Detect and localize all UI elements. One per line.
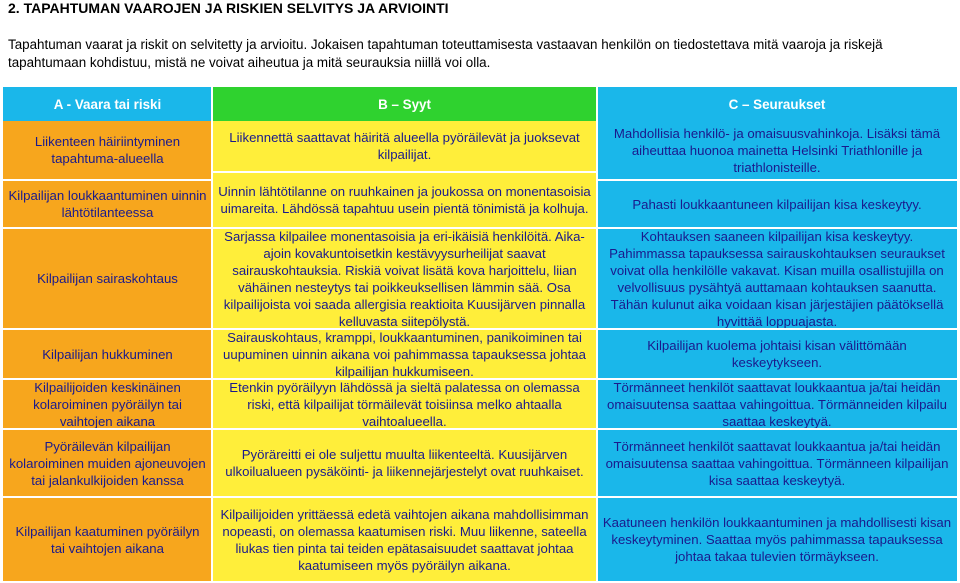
cause-cell: Uinnin lähtötilanne on ruuhkainen ja joukossa on monentasoisia uimareita. Lähdössä tapahtuu usein pientä tönimistä ja kolhuja. xyxy=(212,171,597,227)
section-intro: Tapahtuman vaarat ja riskit on selvitetty ja arvioitu. Jokaisen tapahtuman toteuttamisesta vastaavan henkilön on tiedostettava mitä vaaroja ja riskejä tapahtumaan kohdistuu, mistä ne voivat aiheutua ja mitä seurauksia niillä voi olla. xyxy=(8,37,883,70)
consequence-cell: Kilpailijan kuolema johtaisi kisan välittömään keskeytykseen. xyxy=(597,328,957,378)
column-divider xyxy=(596,87,598,581)
consequence-cell: Pahasti loukkaantuneen kilpailijan kisa keskeytyy. xyxy=(597,179,957,227)
consequence-cell: Mahdollisia henkilö- ja omaisuusvahinkoja. Lisäksi tämä aiheuttaa huonoa mainetta Helsinki Triathlonille ja triathlonisteille. xyxy=(613,125,941,175)
hazard-cell: Kilpailijan hukkuminen xyxy=(3,328,212,378)
hazard-cell: Kilpailijan loukkaantuminen uinnin lähtötilanteessa xyxy=(3,179,212,227)
consequence-cell: Törmänneet henkilöt saattavat loukkaantua ja/tai heidän omaisuutensa saattaa vahingoittua. Törmänneiden kilpailu saattaa keskeytyä. xyxy=(597,378,957,428)
hazard-cell: Pyöräilevän kilpailijan kolaroiminen muiden ajoneuvojen tai jalankulkijoiden kanssa xyxy=(3,428,212,496)
section-title: 2. TAPAHTUMAN VAAROJEN JA RISKIEN SELVITYS JA ARVIOINTI xyxy=(8,0,449,16)
header-causes: B – Syyt xyxy=(212,87,597,121)
consequence-cell: Kohtauksen saaneen kilpailijan kisa keskeytyy. Pahimmassa tapauksessa sairauskohtauksen seuraukset voivat olla henkilölle vakavat. Kisan muilla osallistujilla on velvollisuus pysähtyä auttamaan kohtauksen saanutta. Tähän kulunut aika voidaan kisan järjestäjien päätöksellä hyvittää loppuajasta. xyxy=(597,227,957,328)
cause-cell: Liikennettä saattavat häiritä alueella pyöräilevät ja juoksevat kilpailijat. xyxy=(229,130,580,162)
hazard-cell: Kilpailijan kaatuminen pyöräilyn tai vaihtojen aikana xyxy=(3,496,212,581)
cause-cell: Sairauskohtaus, kramppi, loukkaantuminen, panikoiminen tai uupuminen uinnin aikana voi pahimmassa tapauksessa johtaa kilpailijan hukkumiseen. xyxy=(212,328,597,378)
cause-cell: Sarjassa kilpailee monentasoisia ja eri-ikäisiä henkilöitä. Aika-ajoin kovakuntoisetkin kestävyysurheilijat saavat sairauskohtauksia. Riskiä voivat lisätä kova harjoittelu, liian vähäinen nesteytys tai poikkeuksellisen lämmin sää. Osa kilpailijoista voi saada allergisia reaktioita Kuusijärven pinnalla kelluvasta siitepölystä. xyxy=(212,227,597,328)
consequence-cell: Törmänneet henkilöt saattavat loukkaantua ja/tai heidän omaisuutensa saattaa vahingoittua. Törmänneen kilpailijan kisa saattaa keskeytyä. xyxy=(597,428,957,496)
cause-cell: Pyöräreitti ei ole suljettu muulta liikenteeltä. Kuusijärven ulkoilualueen pysäköinti- ja liikennejärjestelyt ovat ruuhkaiset. xyxy=(212,428,597,496)
cause-cell: Etenkin pyöräilyyn lähdössä ja sieltä palatessa on olemassa riski, että kilpailijat törmäilevät toisiinsa melko ahtaalla vaihtoalueella. xyxy=(212,378,597,428)
header-hazard: A - Vaara tai riski xyxy=(3,87,212,121)
header-consequences: C – Seuraukset xyxy=(597,87,957,121)
cause-cell: Kilpailijoiden yrittäessä edetä vaihtojen aikana mahdollisimman nopeasti, on olemassa kaatumisen riski. Muu liikenne, sateella liukas tien pinta tai teiden epätasaisuudet saattavat johtaa kaatumiseen myös pyöräilyn aikana. xyxy=(212,496,597,581)
column-divider xyxy=(211,87,213,581)
hazard-cell: Kilpailijoiden keskinäinen kolaroiminen pyöräilyn tai vaihtojen aikana xyxy=(3,378,212,428)
hazard-cell: Liikenteen häiriintyminen tapahtuma-alueella xyxy=(34,134,181,166)
hazard-cell: Kilpailijan sairaskohtaus xyxy=(3,227,212,328)
consequence-cell: Kaatuneen henkilön loukkaantuminen ja mahdollisesti kisan keskeytyminen. Saattaa myös pahimmassa tapauksessa johtaa takaa tulevien törmäykseen. xyxy=(597,496,957,581)
